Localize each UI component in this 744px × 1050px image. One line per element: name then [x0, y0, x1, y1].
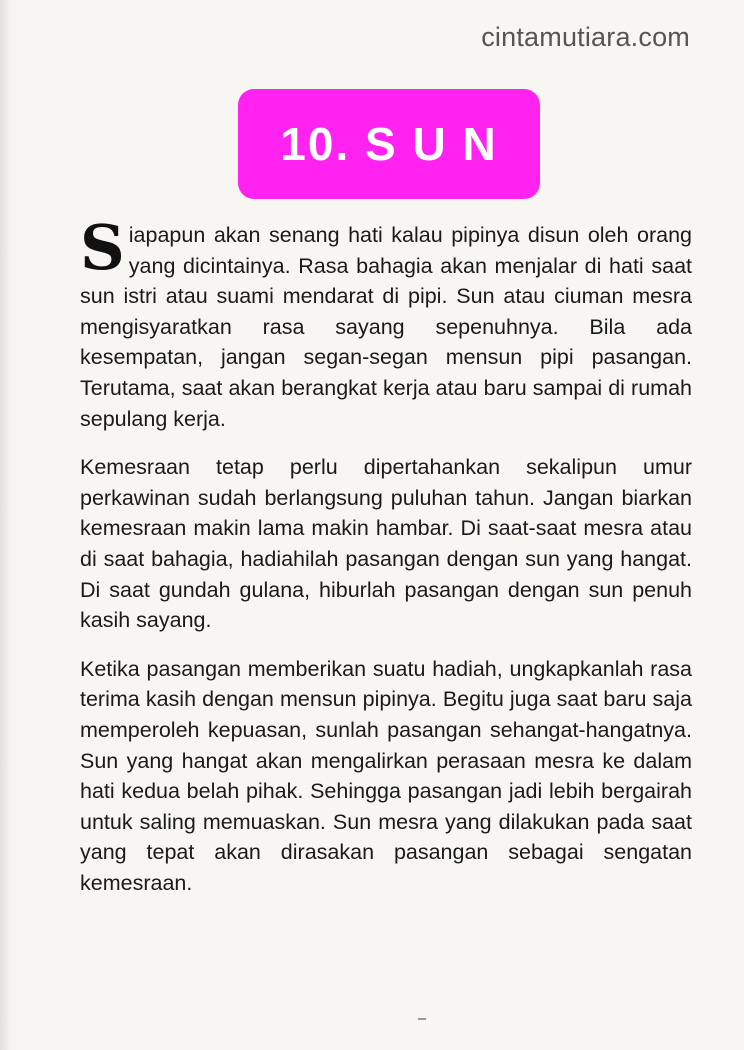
- drop-cap: S: [80, 211, 125, 284]
- page-mark: [418, 1018, 426, 1020]
- chapter-title: 10. S U N: [280, 118, 498, 170]
- article-body: [80, 211, 692, 916]
- watermark: cintamutiara.com: [481, 22, 690, 52]
- paragraph-text: iapapun akan senang hati kalau pipinya disun oleh orang yang dicintainya. Rasa bahagia akan menjalar di hati saat sun istri atau suami mendarat di pipi. Sun atau ciuman mesra mengisyaratkan rasa sayang sepenuhnya. Bila ada kesempatan, jangan segan-segan mensun pipi pasangan. Terutama, saat akan berangkat kerja atau baru sampai di rumah sepulang kerja.: [80, 223, 692, 431]
- paragraph-2: Kemesraan tetap perlu dipertahankan sekalipun umur perkawinan sudah berlangsung puluhan tahun. Jangan biarkan kemesraan makin lama makin hambar. Di saat-saat mesra atau di saat bahagia, hadiahilah pasangan dengan sun yang hangat. Di saat gundah gulana, hiburlah pasangan dengan sun penuh kasih sayang.: [80, 455, 692, 633]
- paragraph-1: [80, 211, 692, 434]
- page-edge-shadow: [0, 0, 12, 1050]
- title-banner: [238, 89, 540, 199]
- paragraph-3: Ketika pasangan memberikan suatu hadiah, ungkapkanlah rasa terima kasih dengan mensun pipinya. Begitu juga saat baru saja memperoleh kepuasan, sunlah pasangan sehangat-hangatnya. Sun yang hangat akan mengalirkan perasaan mesra ke dalam hati kedua belah pihak. Sehingga pasangan jadi lebih bergairah untuk saling memuaskan. Sun mesra yang dilakukan pada saat yang tepat akan dirasakan pasangan sebagai sengatan kemesraan.: [80, 656, 692, 895]
